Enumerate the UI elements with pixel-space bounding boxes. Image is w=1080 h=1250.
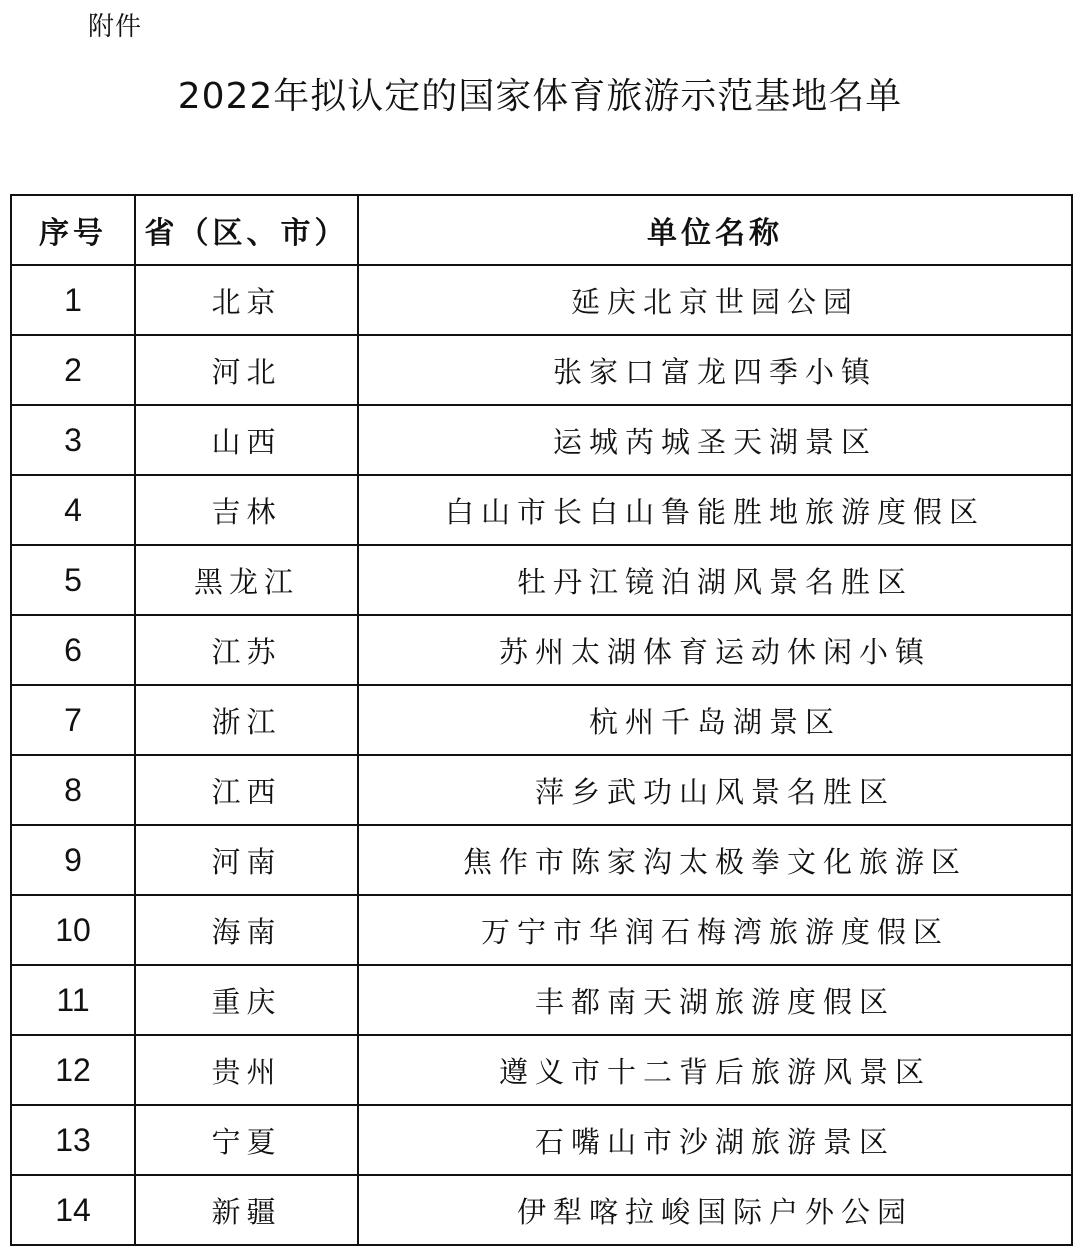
header-serial-number: 序号	[11, 195, 135, 265]
province: 北京	[135, 265, 358, 335]
table-row	[11, 335, 1072, 405]
table-row	[11, 265, 1072, 335]
base-list-table	[10, 194, 1073, 1246]
serial-number: 12	[11, 1035, 135, 1105]
serial-number: 5	[11, 545, 135, 615]
serial-number: 2	[11, 335, 135, 405]
unit-name: 延庆北京世园公园	[358, 265, 1072, 335]
province: 宁夏	[135, 1105, 358, 1175]
serial-number: 11	[11, 965, 135, 1035]
serial-number: 13	[11, 1105, 135, 1175]
province: 重庆	[135, 965, 358, 1035]
unit-name: 石嘴山市沙湖旅游景区	[358, 1105, 1072, 1175]
province: 河南	[135, 825, 358, 895]
unit-name: 张家口富龙四季小镇	[358, 335, 1072, 405]
table-row	[11, 825, 1072, 895]
unit-name: 伊犁喀拉峻国际户外公园	[358, 1175, 1072, 1245]
province: 河北	[135, 335, 358, 405]
province: 贵州	[135, 1035, 358, 1105]
unit-name: 丰都南天湖旅游度假区	[358, 965, 1072, 1035]
unit-name: 牡丹江镜泊湖风景名胜区	[358, 545, 1072, 615]
unit-name: 萍乡武功山风景名胜区	[358, 755, 1072, 825]
table-row	[11, 755, 1072, 825]
table-row	[11, 615, 1072, 685]
serial-number: 3	[11, 405, 135, 475]
unit-name: 万宁市华润石梅湾旅游度假区	[358, 895, 1072, 965]
unit-name: 运城芮城圣天湖景区	[358, 405, 1072, 475]
province: 江西	[135, 755, 358, 825]
serial-number: 4	[11, 475, 135, 545]
unit-name: 焦作市陈家沟太极拳文化旅游区	[358, 825, 1072, 895]
unit-name: 杭州千岛湖景区	[358, 685, 1072, 755]
province: 吉林	[135, 475, 358, 545]
table-row	[11, 1175, 1072, 1245]
serial-number: 10	[11, 895, 135, 965]
unit-name: 遵义市十二背后旅游风景区	[358, 1035, 1072, 1105]
province: 新疆	[135, 1175, 358, 1245]
header-unit-name: 单位名称	[358, 195, 1072, 265]
serial-number: 1	[11, 265, 135, 335]
table-row	[11, 965, 1072, 1035]
document-title: 2022年拟认定的国家体育旅游示范基地名单	[177, 76, 903, 117]
table-row	[11, 895, 1072, 965]
table-row	[11, 1035, 1072, 1105]
province: 黑龙江	[135, 545, 358, 615]
table-row	[11, 475, 1072, 545]
table-row	[11, 1105, 1072, 1175]
unit-name: 苏州太湖体育运动休闲小镇	[358, 615, 1072, 685]
serial-number: 9	[11, 825, 135, 895]
table-row	[11, 545, 1072, 615]
header-province: 省（区、市）	[135, 195, 358, 265]
table-header-row	[11, 195, 1072, 265]
province: 海南	[135, 895, 358, 965]
serial-number: 8	[11, 755, 135, 825]
province: 浙江	[135, 685, 358, 755]
serial-number: 7	[11, 685, 135, 755]
province: 江苏	[135, 615, 358, 685]
attachment-label: 附件	[88, 12, 143, 42]
province: 山西	[135, 405, 358, 475]
table-row	[11, 685, 1072, 755]
serial-number: 14	[11, 1175, 135, 1245]
serial-number: 6	[11, 615, 135, 685]
unit-name: 白山市长白山鲁能胜地旅游度假区	[358, 475, 1072, 545]
table-row	[11, 405, 1072, 475]
